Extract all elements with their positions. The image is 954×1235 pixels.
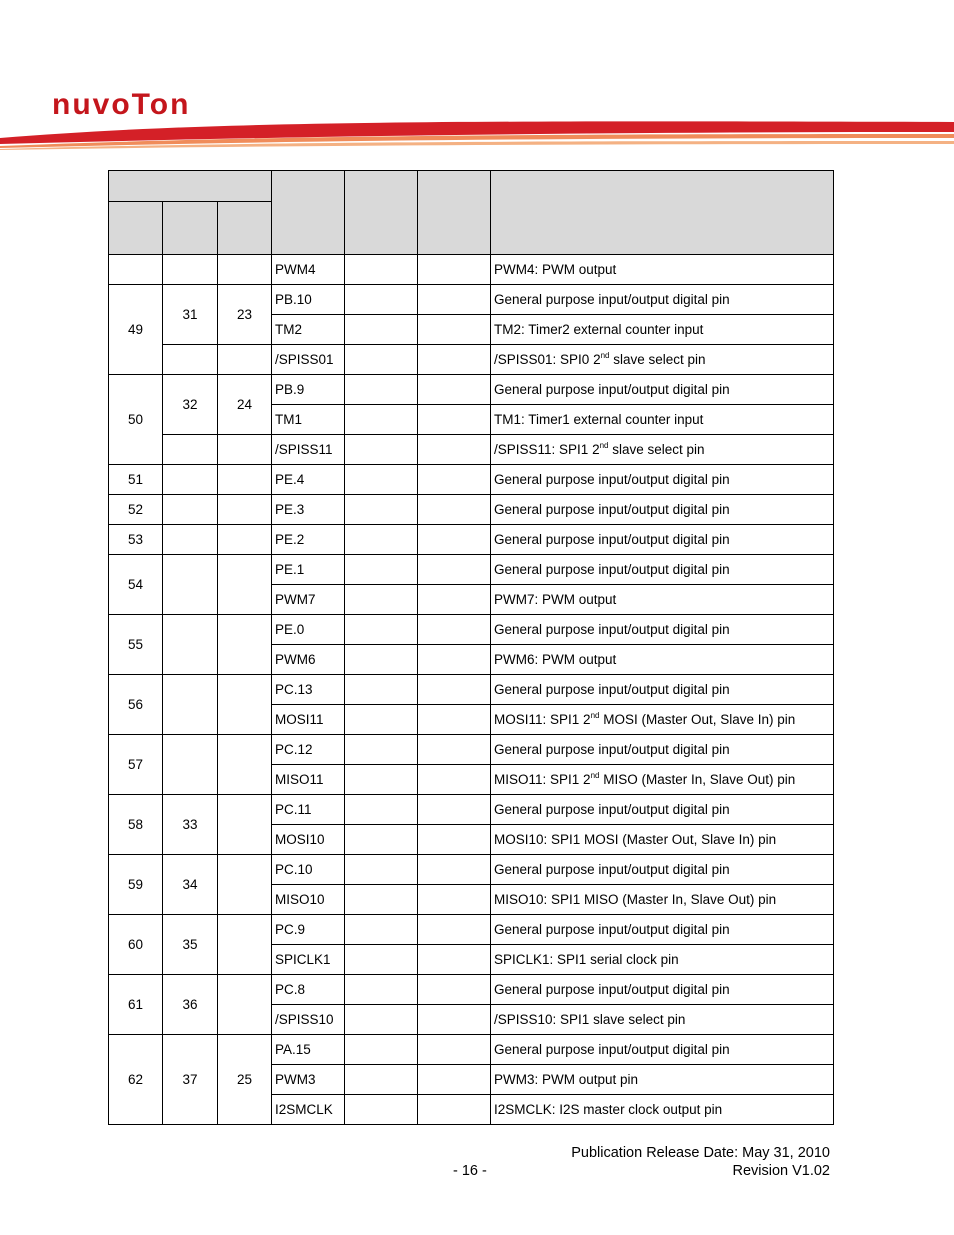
- pin-b: 35: [163, 915, 218, 975]
- pin-mode: [418, 975, 491, 1005]
- pin-b: 32: [163, 375, 218, 435]
- page-number: - 16 -: [453, 1163, 487, 1179]
- table-row: [109, 255, 834, 285]
- header-pin-c: [218, 202, 272, 255]
- pin-c: [218, 975, 272, 1035]
- pin-mode: [418, 435, 491, 465]
- pin-mode: [418, 255, 491, 285]
- pin-description: General purpose input/output digital pin: [491, 285, 834, 315]
- pin-type: [345, 255, 418, 285]
- pin-mode: [418, 675, 491, 705]
- table-row: [109, 465, 834, 495]
- svg-text:nuvoTon: nuvoTon: [52, 90, 191, 120]
- pin-name: I2SMCLK: [272, 1095, 345, 1125]
- pin-mode: [418, 315, 491, 345]
- pin-b: 31: [163, 285, 218, 345]
- pin-description: MOSI11: SPI1 2nd MOSI (Master Out, Slave In) pin: [491, 705, 834, 735]
- pin-c: [218, 735, 272, 795]
- table-row: [109, 975, 834, 1005]
- pin-b: [163, 525, 218, 555]
- pin-c: 25: [218, 1035, 272, 1125]
- pin-description: PWM3: PWM output pin: [491, 1065, 834, 1095]
- pin-mode: [418, 555, 491, 585]
- pin-description: General purpose input/output digital pin: [491, 795, 834, 825]
- pin-description: General purpose input/output digital pin: [491, 1035, 834, 1065]
- header-banner: [0, 118, 954, 150]
- pin-b: 36: [163, 975, 218, 1035]
- pin-type: [345, 705, 418, 735]
- pin-type: [345, 765, 418, 795]
- pin-type: [345, 405, 418, 435]
- pin-description: General purpose input/output digital pin: [491, 735, 834, 765]
- pin-c: [218, 795, 272, 855]
- pin-name: PWM7: [272, 585, 345, 615]
- pin-type: [345, 735, 418, 765]
- pin-a: 62: [109, 1035, 163, 1125]
- table-row: [109, 495, 834, 525]
- pin-description: General purpose input/output digital pin: [491, 675, 834, 705]
- table-row: [109, 795, 834, 825]
- pin-type: [345, 345, 418, 375]
- pin-a: 57: [109, 735, 163, 795]
- pin-a: 61: [109, 975, 163, 1035]
- pin-description: General purpose input/output digital pin: [491, 555, 834, 585]
- pin-mode: [418, 855, 491, 885]
- pin-mode: [418, 885, 491, 915]
- table-row: [109, 525, 834, 555]
- pin-type: [345, 555, 418, 585]
- pin-description: TM1: Timer1 external counter input: [491, 405, 834, 435]
- header-col-mode: [418, 171, 491, 255]
- pin-description-table: [108, 170, 834, 1125]
- pin-c: [218, 615, 272, 675]
- pin-name: PC.10: [272, 855, 345, 885]
- pin-name: PE.0: [272, 615, 345, 645]
- pin-description: I2SMCLK: I2S master clock output pin: [491, 1095, 834, 1125]
- pin-mode: [418, 645, 491, 675]
- pin-b: [163, 345, 218, 375]
- pin-name: PC.13: [272, 675, 345, 705]
- pin-name: PWM4: [272, 255, 345, 285]
- pin-description: MISO10: SPI1 MISO (Master In, Slave Out) pin: [491, 885, 834, 915]
- pin-description: /SPISS01: SPI0 2nd slave select pin: [491, 345, 834, 375]
- pin-name: PB.9: [272, 375, 345, 405]
- pin-a: 54: [109, 555, 163, 615]
- pin-name: PWM3: [272, 1065, 345, 1095]
- pin-description: SPICLK1: SPI1 serial clock pin: [491, 945, 834, 975]
- pin-mode: [418, 825, 491, 855]
- pin-a: 52: [109, 495, 163, 525]
- pin-type: [345, 945, 418, 975]
- pin-b: [163, 615, 218, 675]
- pin-mode: [418, 615, 491, 645]
- pin-mode: [418, 1035, 491, 1065]
- pin-b: [163, 495, 218, 525]
- pin-b: [163, 435, 218, 465]
- table-row: [109, 1035, 834, 1065]
- table-row: [109, 855, 834, 885]
- pin-description: PWM7: PWM output: [491, 585, 834, 615]
- pin-c: [218, 555, 272, 615]
- pin-type: [345, 645, 418, 675]
- pin-description: General purpose input/output digital pin: [491, 465, 834, 495]
- pin-b: [163, 735, 218, 795]
- pin-description: TM2: Timer2 external counter input: [491, 315, 834, 345]
- table-row: [109, 675, 834, 705]
- pin-name: MOSI10: [272, 825, 345, 855]
- header-col-name: [272, 171, 345, 255]
- pin-name: PE.2: [272, 525, 345, 555]
- pin-mode: [418, 345, 491, 375]
- pin-b: 34: [163, 855, 218, 915]
- pin-mode: [418, 495, 491, 525]
- pin-name: PA.15: [272, 1035, 345, 1065]
- pin-type: [345, 915, 418, 945]
- pin-type: [345, 795, 418, 825]
- pin-mode: [418, 735, 491, 765]
- pin-description: General purpose input/output digital pin: [491, 915, 834, 945]
- pin-type: [345, 1005, 418, 1035]
- pin-c: [218, 495, 272, 525]
- pin-description: MOSI10: SPI1 MOSI (Master Out, Slave In) pin: [491, 825, 834, 855]
- pin-c: [218, 855, 272, 915]
- pin-a: 60: [109, 915, 163, 975]
- pin-mode: [418, 945, 491, 975]
- table-row: [109, 375, 834, 405]
- pin-mode: [418, 525, 491, 555]
- pin-description: /SPISS10: SPI1 slave select pin: [491, 1005, 834, 1035]
- pin-mode: [418, 375, 491, 405]
- pin-type: [345, 525, 418, 555]
- pin-type: [345, 1065, 418, 1095]
- table-row: [109, 615, 834, 645]
- pin-type: [345, 825, 418, 855]
- pin-type: [345, 435, 418, 465]
- pin-name: SPICLK1: [272, 945, 345, 975]
- table-row: [109, 915, 834, 945]
- pin-b: [163, 255, 218, 285]
- pin-a: 58: [109, 795, 163, 855]
- pin-description: General purpose input/output digital pin: [491, 495, 834, 525]
- pin-type: [345, 675, 418, 705]
- pin-type: [345, 315, 418, 345]
- pin-type: [345, 585, 418, 615]
- pin-mode: [418, 1095, 491, 1125]
- pin-type: [345, 975, 418, 1005]
- pin-c: [218, 435, 272, 465]
- pin-a: 55: [109, 615, 163, 675]
- pin-description: General purpose input/output digital pin: [491, 615, 834, 645]
- pin-a: 51: [109, 465, 163, 495]
- pin-name: /SPISS10: [272, 1005, 345, 1035]
- pin-type: [345, 495, 418, 525]
- pin-name: /SPISS01: [272, 345, 345, 375]
- table-row: [109, 345, 834, 375]
- pin-type: [345, 615, 418, 645]
- pin-name: TM1: [272, 405, 345, 435]
- pin-name: PB.10: [272, 285, 345, 315]
- pin-c: [218, 255, 272, 285]
- pin-b: [163, 555, 218, 615]
- pin-name: MISO10: [272, 885, 345, 915]
- pin-c: [218, 915, 272, 975]
- pin-name: PE.4: [272, 465, 345, 495]
- pin-name: PC.12: [272, 735, 345, 765]
- table-row: [109, 555, 834, 585]
- pin-b: 37: [163, 1035, 218, 1125]
- pin-a: 50: [109, 375, 163, 465]
- header-pin-group: [109, 171, 272, 202]
- revision: Revision V1.02: [732, 1163, 830, 1179]
- nuvoton-logo: [52, 90, 312, 120]
- pin-mode: [418, 705, 491, 735]
- pin-b: [163, 465, 218, 495]
- table-row: [109, 735, 834, 765]
- pin-name: MISO11: [272, 765, 345, 795]
- pin-type: [345, 855, 418, 885]
- pin-a: 56: [109, 675, 163, 735]
- pin-a: 53: [109, 525, 163, 555]
- pin-description: MISO11: SPI1 2nd MISO (Master In, Slave Out) pin: [491, 765, 834, 795]
- pin-b: [163, 675, 218, 735]
- pin-c: [218, 675, 272, 735]
- pin-type: [345, 1095, 418, 1125]
- publication-date: Publication Release Date: May 31, 2010: [571, 1145, 830, 1161]
- pin-type: [345, 1035, 418, 1065]
- pin-c: [218, 525, 272, 555]
- table-header: [109, 171, 834, 255]
- pin-b: 33: [163, 795, 218, 855]
- pin-c: [218, 345, 272, 375]
- table-row: [109, 435, 834, 465]
- header-col-description: [491, 171, 834, 255]
- pin-description: General purpose input/output digital pin: [491, 375, 834, 405]
- pin-description: PWM6: PWM output: [491, 645, 834, 675]
- pin-a: [109, 255, 163, 285]
- pin-name: /SPISS11: [272, 435, 345, 465]
- pin-mode: [418, 795, 491, 825]
- pin-a: 49: [109, 285, 163, 375]
- pin-type: [345, 885, 418, 915]
- pin-mode: [418, 465, 491, 495]
- pin-c: 23: [218, 285, 272, 345]
- pin-name: PE.3: [272, 495, 345, 525]
- pin-mode: [418, 405, 491, 435]
- pin-name: PE.1: [272, 555, 345, 585]
- pin-name: PWM6: [272, 645, 345, 675]
- pin-name: MOSI11: [272, 705, 345, 735]
- pin-mode: [418, 915, 491, 945]
- pin-type: [345, 285, 418, 315]
- header-pin-b: [163, 202, 218, 255]
- header-col-type: [345, 171, 418, 255]
- pin-c: [218, 465, 272, 495]
- pin-name: PC.11: [272, 795, 345, 825]
- pin-description: PWM4: PWM output: [491, 255, 834, 285]
- pin-c: 24: [218, 375, 272, 435]
- pin-mode: [418, 765, 491, 795]
- header-pin-a: [109, 202, 163, 255]
- pin-mode: [418, 285, 491, 315]
- pin-description: General purpose input/output digital pin: [491, 855, 834, 885]
- pin-type: [345, 465, 418, 495]
- pin-mode: [418, 1005, 491, 1035]
- pin-name: PC.8: [272, 975, 345, 1005]
- pin-mode: [418, 1065, 491, 1095]
- pin-description: General purpose input/output digital pin: [491, 975, 834, 1005]
- pin-name: PC.9: [272, 915, 345, 945]
- pin-name: TM2: [272, 315, 345, 345]
- table-row: [109, 285, 834, 315]
- pin-type: [345, 375, 418, 405]
- pin-description: /SPISS11: SPI1 2nd slave select pin: [491, 435, 834, 465]
- pin-description: General purpose input/output digital pin: [491, 525, 834, 555]
- pin-a: 59: [109, 855, 163, 915]
- pin-mode: [418, 585, 491, 615]
